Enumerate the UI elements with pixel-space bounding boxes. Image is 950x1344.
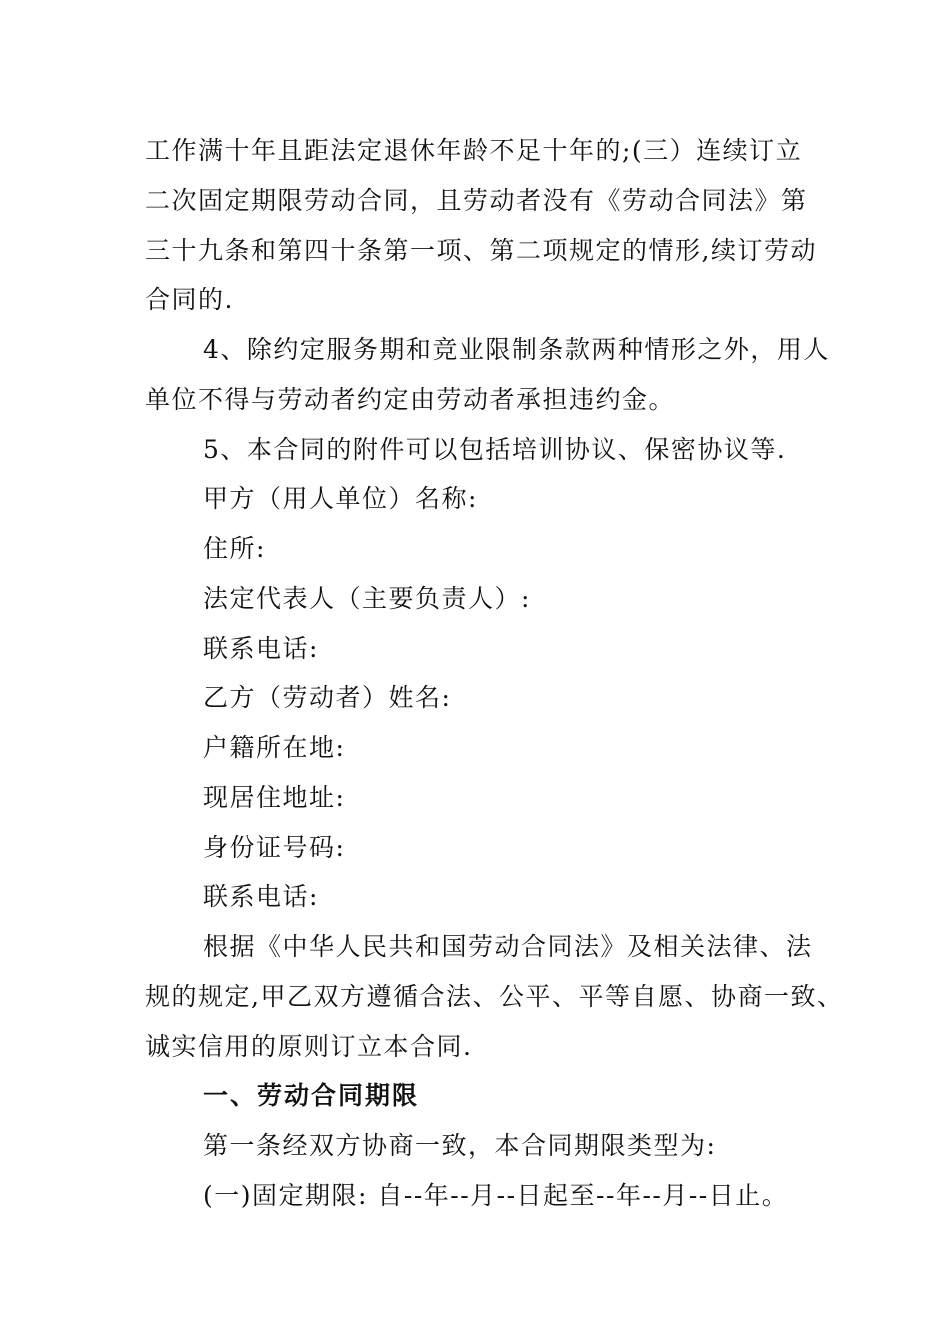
text-line: 诚实信用的原则订立本合同. <box>145 1032 473 1061</box>
text-line: 二次固定期限劳动合同，且劳动者没有《劳动合同法》第 <box>145 186 808 215</box>
party-a-address-field: 住所: <box>203 534 266 563</box>
text-line: 工作满十年且距法定退休年龄不足十年的;(三）连续订立 <box>145 136 803 165</box>
text-line: 第一条经双方协商一致，本合同期限类型为: <box>203 1131 717 1160</box>
party-b-household-field: 户籍所在地: <box>203 733 346 762</box>
party-b-phone-field: 联系电话: <box>203 882 319 911</box>
text-line: 单位不得与劳动者约定由劳动者承担违约金。 <box>145 385 676 414</box>
text-line: 根据《中华人民共和国劳动合同法》及相关法律、法 <box>203 932 813 961</box>
text-line: 三十九条和第四十条第一项、第二项规定的情形,续订劳动 <box>145 236 817 265</box>
party-a-name-field: 甲方（用人单位）名称: <box>203 484 478 513</box>
party-b-address-field: 现居住地址: <box>203 783 346 812</box>
party-b-name-field: 乙方（劳动者）姓名: <box>203 683 452 712</box>
text-line: 合同的. <box>145 285 234 314</box>
text-line: 规的规定,甲乙双方遵循合法、公平、平等自愿、协商一致、 <box>145 982 844 1011</box>
party-a-representative-field: 法定代表人（主要负责人）: <box>203 584 531 613</box>
party-a-phone-field: 联系电话: <box>203 634 319 663</box>
party-b-id-field: 身份证号码: <box>203 833 346 862</box>
section-heading: 一、劳动合同期限 <box>203 1081 420 1110</box>
text-line: 4、除约定服务期和竞业限制条款两种情形之外，用人 <box>203 335 830 364</box>
text-line: 5、本合同的附件可以包括培训协议、保密协议等. <box>203 435 787 464</box>
text-line: (一)固定期限: 自--年--月--日起至--年--月--日止。 <box>203 1181 789 1210</box>
